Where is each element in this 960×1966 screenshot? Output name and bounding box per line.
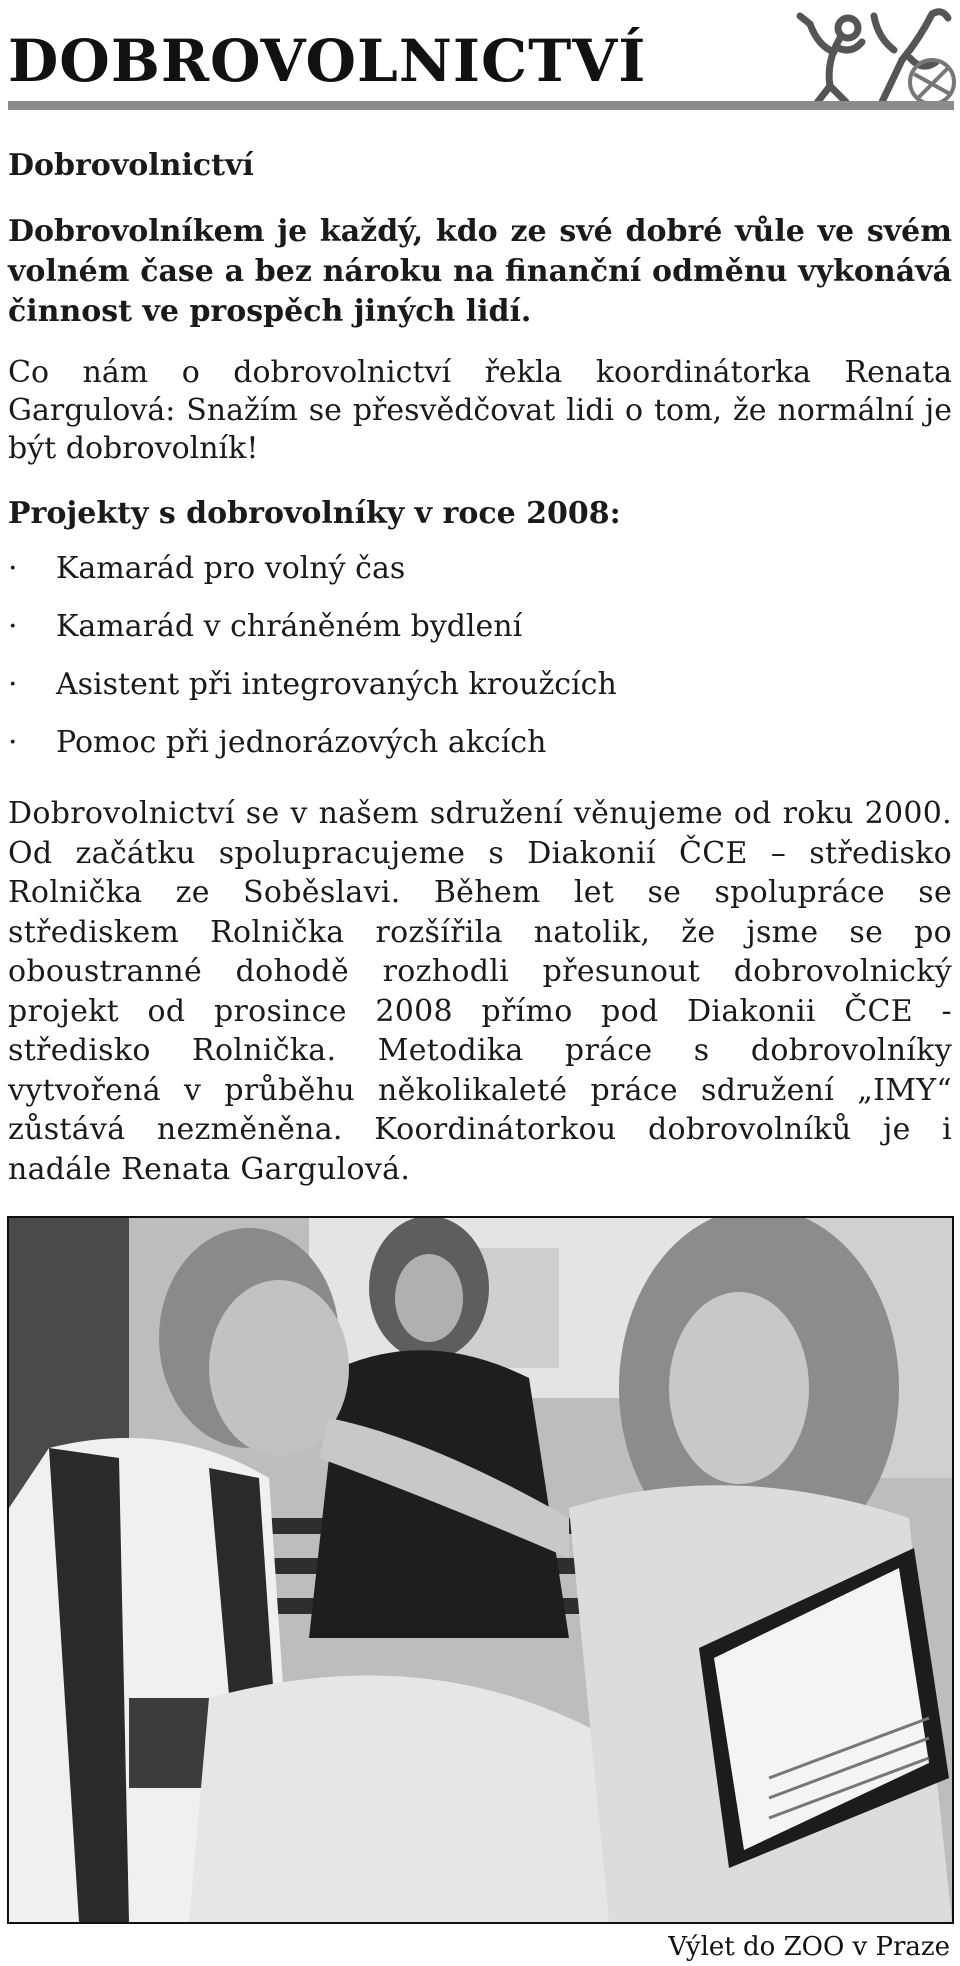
project-label: Kamarád v chráněném bydlení: [56, 609, 523, 644]
project-label: Kamarád pro volný čas: [56, 551, 406, 586]
article: [8, 148, 952, 1189]
photo-zoo-trip: [7, 1216, 954, 1924]
list-item: [8, 606, 952, 664]
bullet-icon: ·: [8, 667, 18, 702]
section-heading: Dobrovolnictví: [8, 148, 254, 183]
title-rule: [8, 101, 954, 110]
project-list: [8, 548, 952, 780]
list-item: [8, 548, 952, 606]
list-item: [8, 722, 952, 780]
dancing-figures-logo-icon: [782, 2, 960, 108]
page-title: DOBROVOLNICTVÍ: [8, 27, 647, 95]
projects-heading: Projekty s dobrovolníky v roce 2008:: [8, 496, 621, 531]
bullet-icon: ·: [8, 609, 18, 644]
lead-paragraph: Dobrovolníkem je každý, kdo ze své dobré vůle ve svém volném čase a bez nároku na finanční odměnu vykonává činnost ve prospěch jiných lidí.: [8, 214, 952, 329]
project-label: Asistent při integrovaných kroužcích: [56, 667, 617, 702]
intro-paragraph: Co nám o dobrovolnictví řekla koordinátorka Renata Gargulová: Snažím se přesvědčovat lidi o tom, že normální je být dobrovolník!: [8, 355, 952, 466]
project-label: Pomoc při jednorázových akcích: [56, 725, 547, 760]
photo-caption: Výlet do ZOO v Praze: [668, 1932, 950, 1962]
body-paragraph: Dobrovolnictví se v našem sdružení věnujeme od roku 2000. Od začátku spolupracujeme s Diakonií ČCE – středisko Rolnička ze Soběslavi. Během let se spolupráce se střediskem Rolnička rozšířila natolik, že jsme se po oboustranné dohodě rozhodli přesunout dobrovolnický projekt od prosince 2008 přímo pod Diakonii ČCE - středisko Rolnička. Metodika práce s dobrovolníky vytvořená v průběhu několikaleté práce sdružení „IMY“ zůstává nezměněna. Koordinátorkou dobrovolníků je i nadále Renata Gargulová.: [8, 796, 952, 1187]
list-item: [8, 664, 952, 722]
bullet-icon: ·: [8, 725, 18, 760]
bullet-icon: ·: [8, 551, 18, 586]
